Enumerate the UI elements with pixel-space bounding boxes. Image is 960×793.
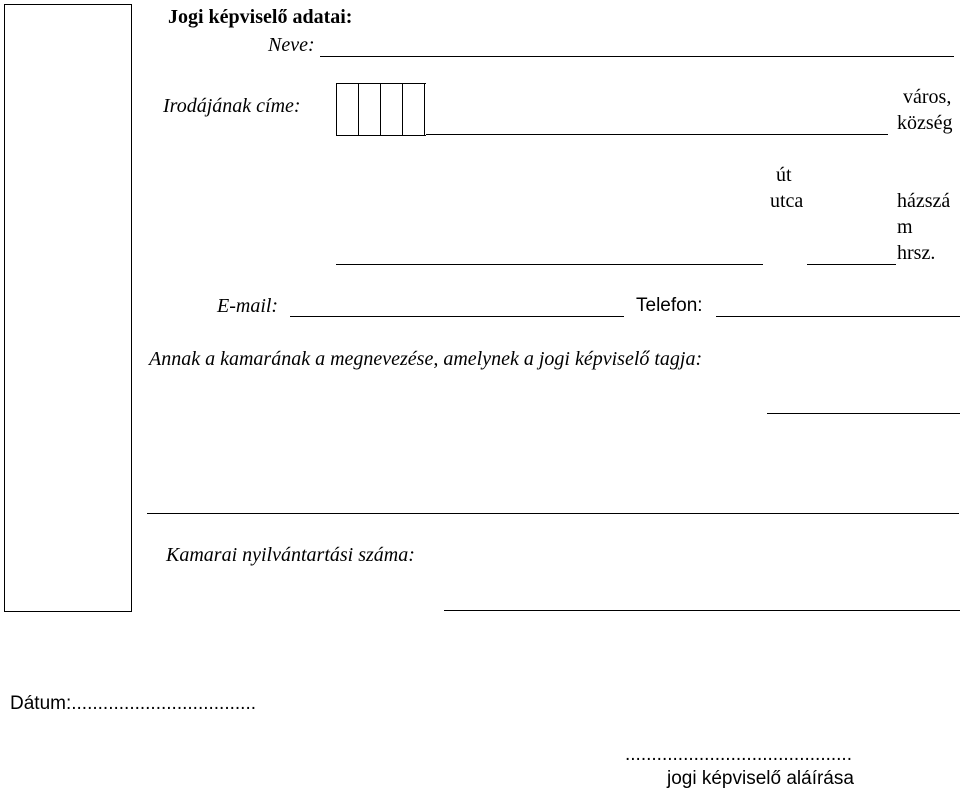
date-dots: ................................... [71, 693, 257, 714]
house-number-field[interactable] [807, 264, 896, 265]
name-label: Neve: [268, 34, 315, 56]
email-field[interactable] [290, 316, 624, 317]
street-field[interactable] [336, 264, 763, 265]
house-number-label-1: házszá [897, 190, 951, 212]
postal-code-digit-2[interactable] [358, 84, 380, 136]
lot-number-label: hrsz. [897, 242, 936, 264]
chamber-name-field-2[interactable] [147, 513, 959, 514]
postal-code-boxes[interactable] [336, 83, 426, 136]
chamber-name-field-1[interactable] [767, 413, 960, 414]
signature-label: jogi képviselő aláírása [667, 768, 854, 789]
street-label: utca [770, 190, 804, 212]
house-number-label-2: m [897, 216, 913, 238]
office-address-label: Irodájának címe: [163, 95, 301, 117]
email-label: E-mail: [217, 295, 279, 317]
section-title: Jogi képviselő adatai: [168, 6, 353, 28]
registry-number-field[interactable] [444, 610, 960, 611]
postal-code-digit-1[interactable] [336, 84, 358, 136]
date-line[interactable] [10, 693, 256, 715]
city-field[interactable] [426, 134, 888, 135]
left-margin-box [4, 4, 132, 612]
road-label: út [776, 164, 792, 186]
postal-code-digit-4[interactable] [402, 84, 425, 136]
city-label: város, [903, 86, 952, 108]
phone-label: Telefon: [636, 295, 703, 316]
village-label: község [897, 112, 953, 134]
postal-code-digit-3[interactable] [380, 84, 402, 136]
registry-number-label: Kamarai nyilvántartási száma: [166, 544, 415, 566]
phone-field[interactable] [716, 316, 960, 317]
date-label: Dátum: [10, 693, 72, 714]
chamber-name-label: Annak a kamarának a megnevezése, amelynek a jogi képviselő tagja: [149, 348, 703, 370]
name-field[interactable] [320, 56, 954, 57]
signature-dots[interactable]: ........................................... [625, 744, 852, 765]
